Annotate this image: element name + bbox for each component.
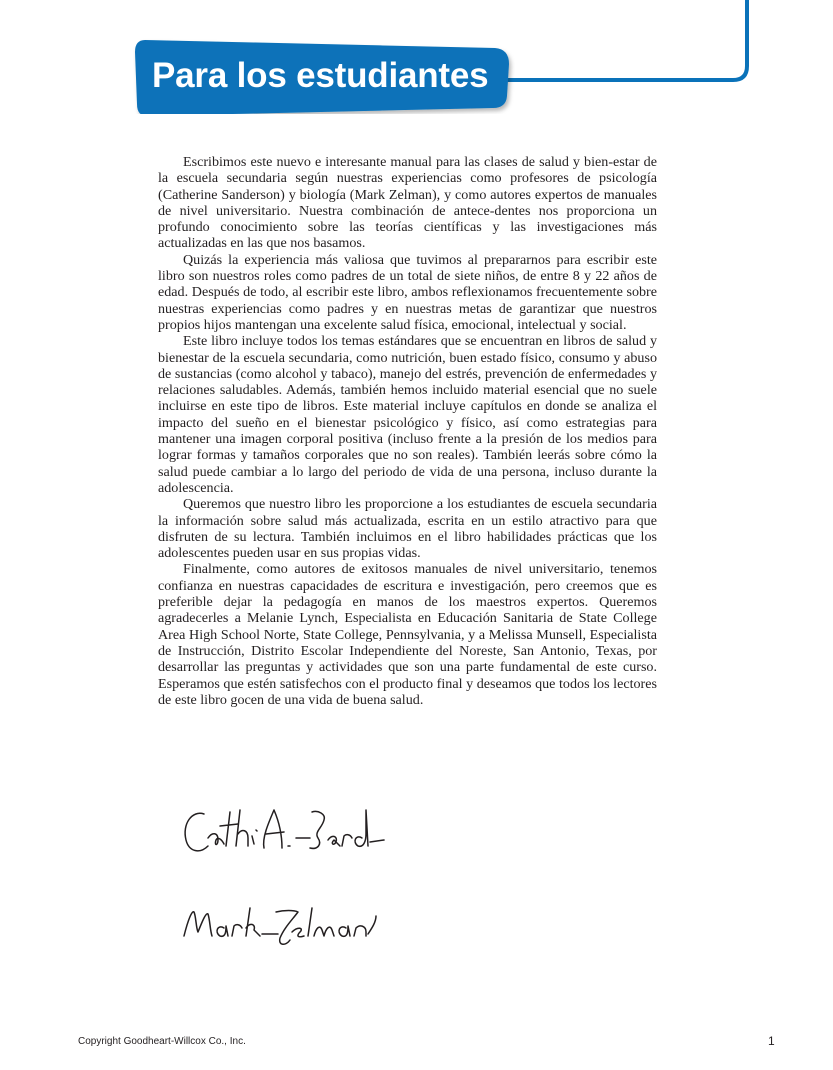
paragraph: Finalmente, como autores de exitosos manuales de nivel universitario, tenemos confianza en nuestras capacidades de escritura e investigación, pero creemos que es preferible dejar la pedagogía en manos de los maestros expertos. Queremos agradecerles a Melanie Lynch, Especialista en Educación Sanitaria de State College Area High School Norte, State College, Pennsylvania, y a Melissa Munsell, Especialista de Instrucción, Distrito Escolar Independiente del Noreste, San Antonio, Texas, por desarrollar las preguntas y actividades que son una parte fundamental de este curso. Esperamos que estén satisfechos con el producto final y deseamos que todos los lectores de este libro gocen de una vida de buena salud. <box>158 561 657 708</box>
page-number: 1 <box>768 1034 775 1048</box>
page-title: Para los estudiantes <box>152 56 489 95</box>
paragraph: Este libro incluye todos los temas estándares que se encuentran en libros de salud y bienestar de la escuela secundaria, como nutrición, buen estado físico, consumo y abuso de sustancias (como alcohol y tabaco), manejo del estrés, prevención de enfermedades y relaciones saludables. Además, también hemos incluido material esencial que no suele incluirse en este tipo de libros. Este material incluye capítulos en donde se analiza el impacto del sueño en el bienestar psicológico y físico, así como estrategias para mantener una imagen corporal positiva (incluso frente a la presión de los medios para lograr formas y tamaños corporales que no son reales). También leerás sobre cómo la salud puede cambiar a lo largo del periodo de vida de una persona, incluso durante la adolescencia. <box>158 333 657 496</box>
signature-catherine-sanderson <box>178 800 388 860</box>
signature-mark-zelman <box>180 898 380 950</box>
paragraph: Queremos que nuestro libro les proporcione a los estudiantes de escuela secundaria la información sobre salud más actualizada, escrita en un estilo atractivo para que disfruten de su lectura. También incluimos en el libro habilidades prácticas que los adolescentes pueden usar en sus propias vidas. <box>158 496 657 562</box>
letter-body <box>158 154 657 708</box>
copyright-notice: Copyright Goodheart-Willcox Co., Inc. <box>78 1036 246 1047</box>
paragraph: Quizás la experiencia más valiosa que tuvimos al prepararnos para escribir este libro son nuestros roles como padres de un total de siete niños, de entre 8 y 22 años de edad. Después de todo, al escribir este libro, ambos reflexionamos frecuentemente sobre nuestras experiencias como padres y en nuestras metas de garantizar que nuestros propios hijos mantengan una excelente salud física, emocional, intelectual y social. <box>158 251 657 333</box>
paragraph: Escribimos este nuevo e interesante manual para las clases de salud y bien-estar de la escuela secundaria según nuestras experiencias como profesores de psicología (Catherine Sanderson) y biología (Mark Zelman), y como autores expertos de manuales de nivel universitario. Nuestra combinación de antece-dentes nos proporciona un profundo conocimiento sobre las teorías científicas y las investigaciones más actualizadas en las que nos basamos. <box>158 154 657 252</box>
